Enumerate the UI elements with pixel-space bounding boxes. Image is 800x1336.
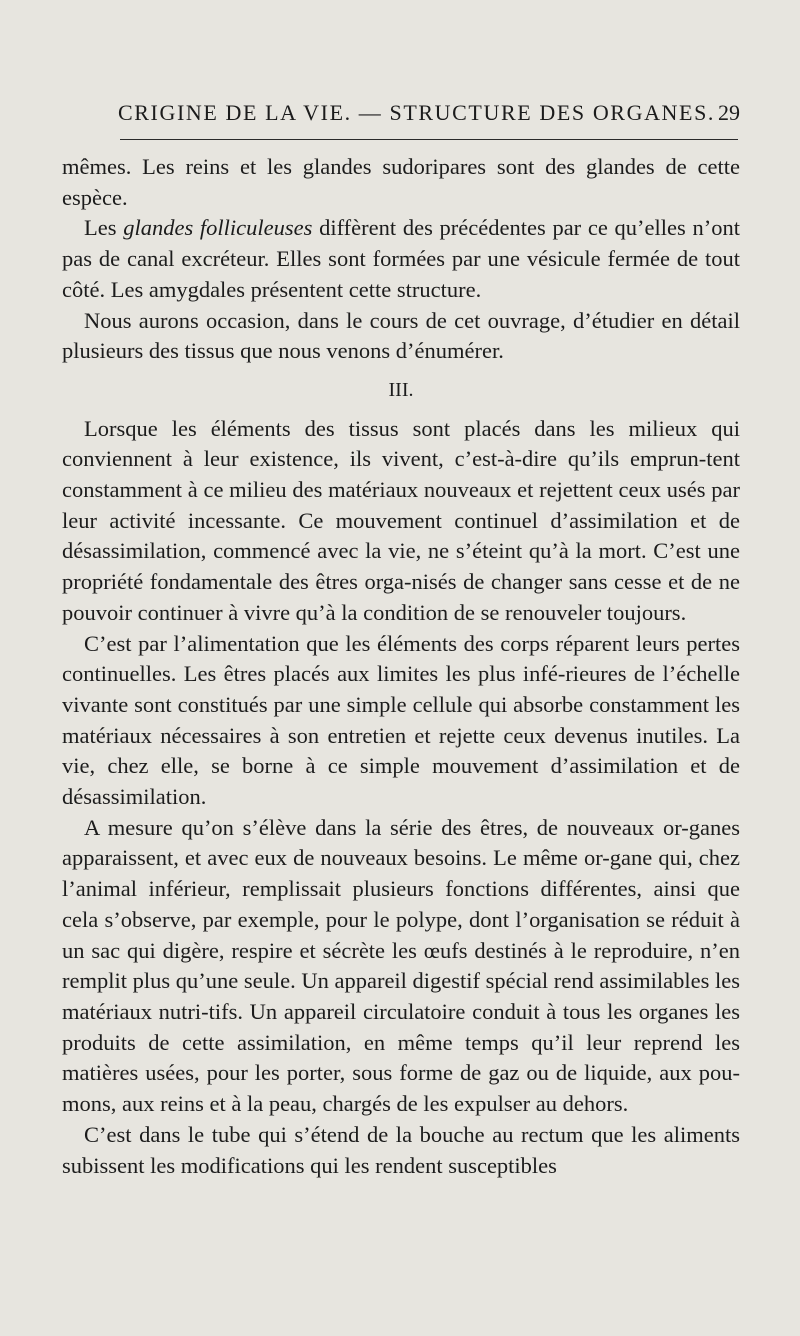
- running-title: CRIGINE DE LA VIE. — STRUCTURE DES ORGANES.: [118, 100, 716, 125]
- header-rule: [120, 139, 738, 140]
- section-heading: III.: [388, 378, 414, 401]
- paragraph-7: C’est dans le tube qui s’étend de la bouche au rectum que les aliments subissent les modifications qui les rendent susceptibles: [62, 1121, 740, 1178]
- paragraph-5: C’est par l’alimentation que les éléments des corps réparent leurs pertes continuelles. Les êtres placés aux limites les plus infé-rieures de l’échelle vivante sont constitués par une simple cellule qui absorbe constamment les matériaux nécessaires à son entretien et rejette ceux devenus inutiles. La vie, chez elle, se borne à ce simple mouvement d’assimilation et de désassimilation.: [62, 630, 740, 810]
- paragraph-2-rest: diffèrent des précédentes par ce qu’elles n’ont pas de canal excréteur. Elles sont formées par une vésicule fermée de tout côté. Les amygdales présentent cette structure.: [62, 215, 740, 302]
- paragraph-6: A mesure qu’on s’élève dans la série des êtres, de nouveaux or-ganes apparaissent, et avec eux de nouveaux besoins. Le même or-gane qui, chez l’animal inférieur, remplissait plusieurs fonctions différentes, ainsi que cela s’observe, par exemple, pour le polype, dont l’organisation se réduit à un sac qui digère, respire et sécrète les œufs destinés à le reproduire, n’en remplit plus qu’une seule. Un appareil digestif spécial rend assimilables les matériaux nutri-tifs. Un appareil circulatoire conduit à tous les organes les produits de cette assimilation, en même temps qu’il leur reprend les matières usées, pour les porter, sous forme de gaz ou de liquide, aux pou-mons, aux reins et à la peau, chargés de les expulser au dehors.: [62, 814, 740, 1117]
- italic-term: glandes folliculeuses: [123, 215, 313, 241]
- body-text: [62, 152, 740, 1181]
- paragraph-4: Lorsque les éléments des tissus sont placés dans les milieux qui conviennent à leur existence, ils vivent, c’est-à-dire qu’ils emprun-tent constamment à ce milieu des matériaux nouveaux et rejettent ceux usés par leur activité incessante. Ce mouvement continuel d’assimilation et de désassimilation, commencé avec la vie, ne s’éteint qu’à la mort. C’est une propriété fondamentale des êtres orga-nisés de changer sans cesse et de ne pouvoir continuer à vivre qu’à la condition de se renouveler toujours.: [62, 415, 740, 625]
- paragraph-2-lead: Les: [84, 215, 124, 241]
- paragraph-2: [62, 213, 740, 305]
- paragraph-3: Nous aurons occasion, dans le cours de cet ouvrage, d’étudier en détail plusieurs des tissus que nous venons d’énumérer.: [62, 307, 740, 364]
- paragraph-1: mêmes. Les reins et les glandes sudoripares sont des glandes de cette espèce.: [62, 154, 740, 210]
- page-number: 29: [718, 100, 740, 125]
- page-header: [118, 100, 740, 128]
